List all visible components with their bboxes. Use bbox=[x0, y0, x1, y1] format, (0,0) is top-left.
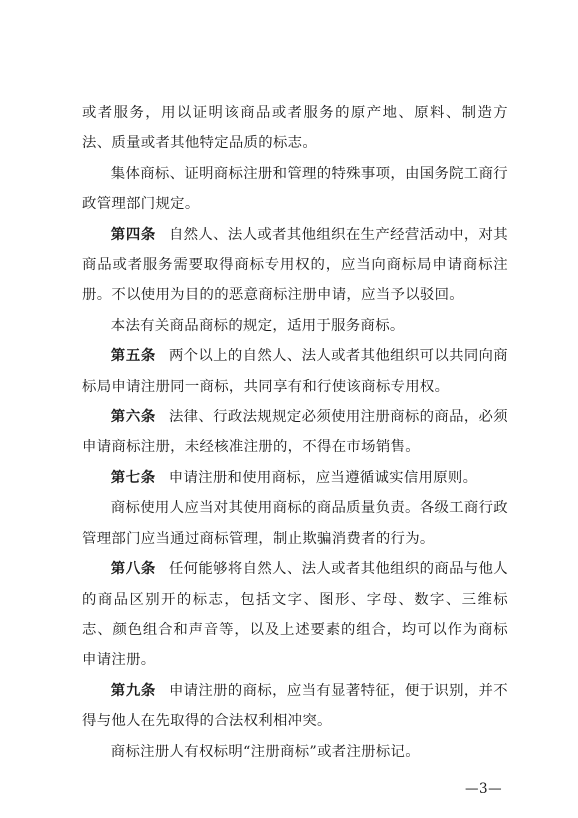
article-label: 第五条 bbox=[110, 348, 156, 365]
paragraph-text: 集体商标、证明商标注册和管理的特殊事项，由国务院工商行政管理部门规定。 bbox=[82, 165, 508, 213]
paragraph-text: 商标使用人应当对其使用商标的商品质量负责。各级工商行政管理部门应当通过商标管理，制止欺骗消费者的行为。 bbox=[82, 500, 508, 547]
article-text: 法律、行政法规规定必须使用注册商标的商品，必须申请商标注册，未经核准注册的，不得在市场销售。 bbox=[82, 409, 508, 456]
paragraph-continuation bbox=[82, 98, 508, 159]
article-text: 自然人、法人或者其他组织在生产经营活动中，对其商品或者服务需要取得商标专用权的，应当向商标局申请商标注册。不以使用为目的的恶意商标注册申请，应当予以驳回。 bbox=[82, 226, 508, 304]
article-text: 两个以上的自然人、法人或者其他组织可以共同向商标局申请注册同一商标，共同享有和行使该商标专用权。 bbox=[82, 348, 508, 395]
article-label: 第八条 bbox=[110, 561, 156, 578]
article-5 bbox=[82, 341, 508, 402]
paragraph-text: 商标注册人有权标明“注册商标”或者注册标记。 bbox=[110, 743, 420, 760]
article-4 bbox=[82, 220, 508, 311]
paragraph-quality-responsibility bbox=[82, 493, 508, 554]
paragraph-collective-marks bbox=[82, 159, 508, 220]
article-label: 第六条 bbox=[110, 409, 156, 426]
article-label: 第四条 bbox=[110, 226, 156, 243]
article-label: 第七条 bbox=[110, 469, 156, 486]
article-9 bbox=[82, 676, 508, 737]
paragraph-text: 本法有关商品商标的规定，适用于服务商标。 bbox=[110, 317, 405, 334]
article-text: 申请注册和使用商标，应当遵循诚实信用原则。 bbox=[168, 469, 478, 486]
article-6 bbox=[82, 402, 508, 463]
article-8 bbox=[82, 554, 508, 676]
paragraph-registration-mark bbox=[82, 737, 508, 767]
document-body bbox=[82, 98, 508, 767]
article-text: 申请注册的商标，应当有显著特征，便于识别，并不得与他人在先取得的合法权利相冲突。 bbox=[82, 682, 508, 730]
paragraph-text: 或者服务，用以证明该商品或者服务的原产地、原料、制造方法、质量或者其他特定品质的标志。 bbox=[82, 105, 508, 152]
paragraph-service-marks bbox=[82, 311, 508, 341]
article-7 bbox=[82, 463, 508, 493]
article-label: 第九条 bbox=[110, 682, 156, 699]
article-text: 任何能够将自然人、法人或者其他组织的商品与他人的商品区别开的标志，包括文字、图形、字母、数字、三维标志、颜色组合和声音等，以及上述要素的组合，均可以作为商标申请注册。 bbox=[82, 561, 508, 669]
page-number: —3— bbox=[465, 781, 503, 797]
